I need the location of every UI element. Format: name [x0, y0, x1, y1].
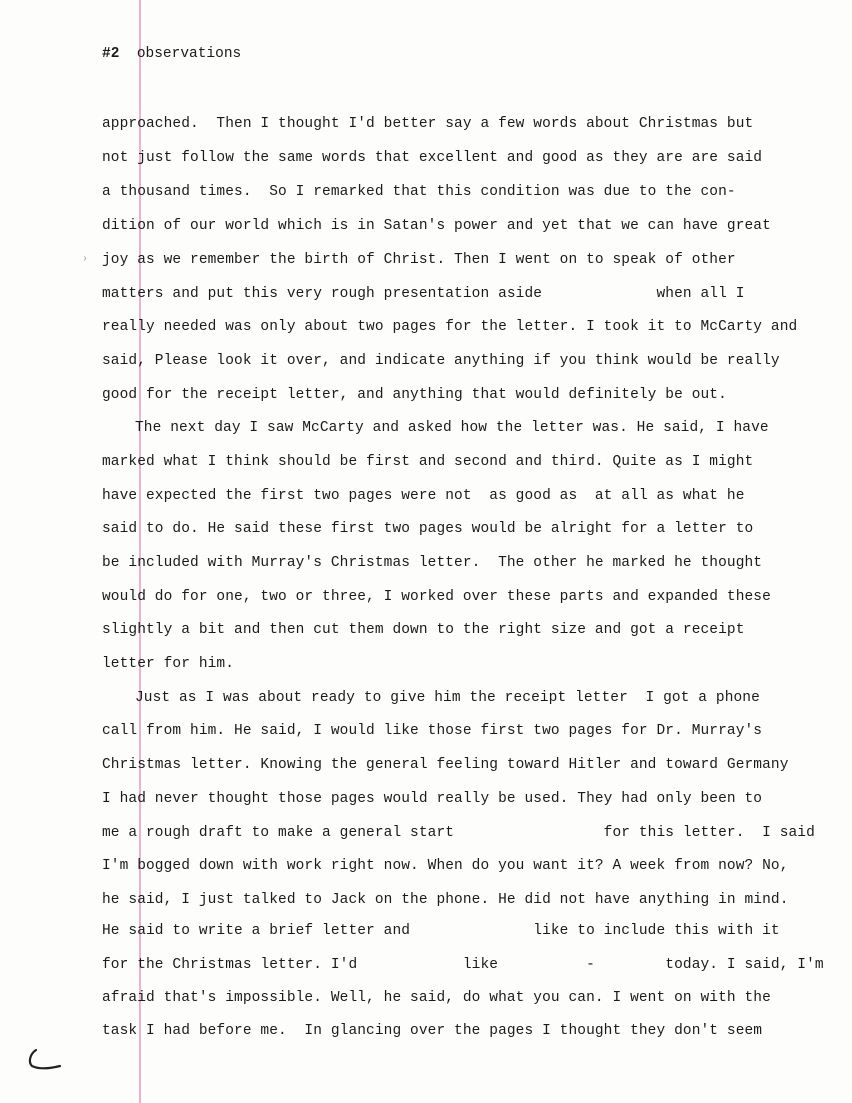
text-line: he said, I just talked to Jack on the phone. He did not have anything in mind.	[102, 892, 789, 908]
text-line: for the Christmas letter. I'd like - today. I said, I'm	[102, 957, 824, 973]
ink-smudge-mark	[26, 1048, 62, 1076]
text-line: marked what I think should be first and second and third. Quite as I might	[102, 454, 754, 470]
text-line: be included with Murray's Christmas letter. The other he marked he thought	[102, 555, 763, 571]
text-line: said, Please look it over, and indicate anything if you think would be really	[102, 353, 780, 369]
text-line: would do for one, two or three, I worked over these parts and expanded these	[102, 589, 771, 605]
page-title: observations	[136, 46, 242, 62]
text-line: Just as I was about ready to give him the receipt letter I got a phone	[135, 690, 760, 706]
margin-mark: ›	[82, 254, 89, 265]
page-header	[102, 46, 241, 62]
text-line: good for the receipt letter, and anything that would definitely be out.	[102, 387, 727, 403]
text-line: joy as we remember the birth of Christ. Then I went on to speak of other	[102, 252, 736, 268]
text-line: letter for him.	[102, 656, 235, 672]
text-line: me a rough draft to make a general start for this letter. I said	[102, 825, 815, 841]
text-line: said to do. He said these first two pages would be alright for a letter to	[102, 521, 754, 537]
text-line: afraid that's impossible. Well, he said, do what you can. I went on with the	[102, 990, 771, 1006]
text-line: I'm bogged down with work right now. When do you want it? A week from now? No,	[102, 858, 789, 874]
page-number: #2	[102, 46, 120, 62]
text-line: dition of our world which is in Satan's power and yet that we can have great	[102, 218, 771, 234]
text-line: I had never thought those pages would really be used. They had only been to	[102, 791, 763, 807]
text-line: have expected the first two pages were not as good as at all as what he	[102, 488, 745, 504]
text-line: really needed was only about two pages for the letter. I took it to McCarty and	[102, 319, 798, 335]
text-line: matters and put this very rough presentation aside when all I	[102, 286, 745, 302]
text-line: not just follow the same words that excellent and good as they are are said	[102, 150, 763, 166]
text-line: approached. Then I thought I'd better say a few words about Christmas but	[102, 116, 754, 132]
text-line: task I had before me. In glancing over the pages I thought they don't seem	[102, 1023, 763, 1039]
text-line: He said to write a brief letter and like to include this with it	[102, 923, 780, 939]
text-line: Christmas letter. Knowing the general feeling toward Hitler and toward Germany	[102, 757, 789, 773]
text-line: call from him. He said, I would like those first two pages for Dr. Murray's	[102, 723, 763, 739]
text-line: slightly a bit and then cut them down to the right size and got a receipt	[102, 622, 745, 638]
text-line: The next day I saw McCarty and asked how the letter was. He said, I have	[135, 420, 769, 436]
text-line: a thousand times. So I remarked that this condition was due to the con-	[102, 184, 736, 200]
